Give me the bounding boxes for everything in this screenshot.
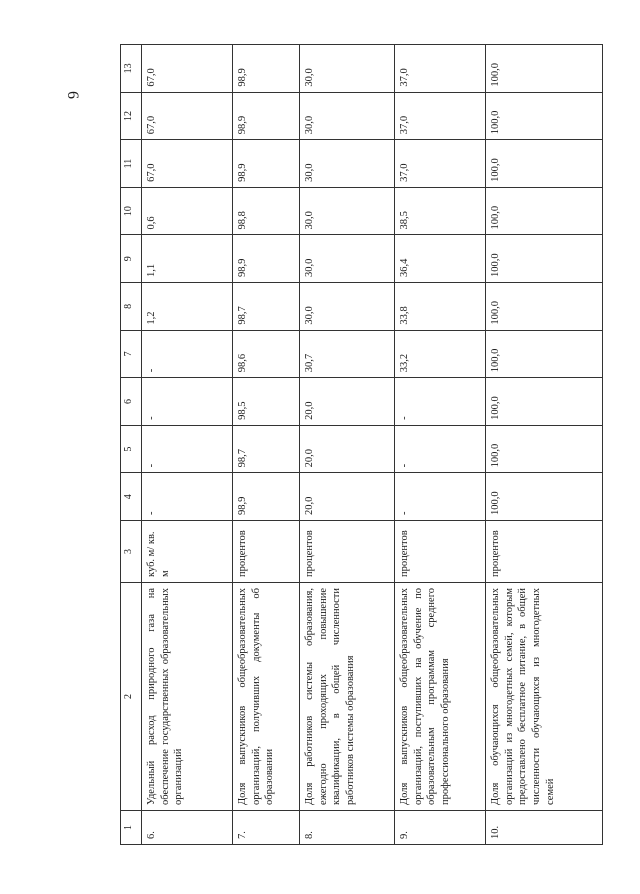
value-cell: 30,0 bbox=[300, 283, 395, 331]
unit-cell: процентов bbox=[395, 521, 486, 583]
value-cell: - bbox=[142, 473, 233, 521]
value-cell: 1,1 bbox=[142, 235, 233, 283]
value-cell: 37,0 bbox=[395, 140, 486, 188]
unit-cell: процентов bbox=[300, 521, 395, 583]
value-cell: 38,5 bbox=[395, 187, 486, 235]
indicators-table bbox=[120, 44, 603, 845]
value-cell: 30,0 bbox=[300, 45, 395, 93]
value-cell: 98,9 bbox=[233, 92, 300, 140]
header-cell: 10 bbox=[121, 187, 142, 235]
row-number-cell: 9. bbox=[395, 811, 486, 845]
value-cell: 30,0 bbox=[300, 187, 395, 235]
value-cell: 67,0 bbox=[142, 140, 233, 188]
header-cell: 4 bbox=[121, 473, 142, 521]
page-number: 6 bbox=[64, 91, 81, 99]
value-cell: 100,0 bbox=[486, 187, 603, 235]
table-row bbox=[300, 45, 395, 845]
value-cell: 37,0 bbox=[395, 92, 486, 140]
indicator-name-cell: Доля выпускников общеобразовательных организаций, поступивших на обучение по образовательным программам среднего профессионального образования bbox=[395, 583, 486, 811]
header-cell: 11 bbox=[121, 140, 142, 188]
table-row bbox=[233, 45, 300, 845]
value-cell: 100,0 bbox=[486, 140, 603, 188]
value-cell: 98,6 bbox=[233, 330, 300, 378]
value-cell: - bbox=[142, 425, 233, 473]
unit-cell: процентов bbox=[486, 521, 603, 583]
value-cell: 33,8 bbox=[395, 283, 486, 331]
value-cell: 37,0 bbox=[395, 45, 486, 93]
row-number-cell: 8. bbox=[300, 811, 395, 845]
value-cell: 20,0 bbox=[300, 378, 395, 426]
value-cell: 100,0 bbox=[486, 473, 603, 521]
value-cell: 67,0 bbox=[142, 92, 233, 140]
table-header-row bbox=[121, 45, 142, 845]
value-cell: - bbox=[142, 330, 233, 378]
header-cell: 8 bbox=[121, 283, 142, 331]
value-cell: 100,0 bbox=[486, 330, 603, 378]
rotated-page-content bbox=[120, 45, 640, 845]
table-row bbox=[395, 45, 486, 845]
table-row bbox=[486, 45, 603, 845]
unit-cell: процентов bbox=[233, 521, 300, 583]
value-cell: 33,2 bbox=[395, 330, 486, 378]
header-cell: 3 bbox=[121, 521, 142, 583]
value-cell: 67,0 bbox=[142, 45, 233, 93]
value-cell: 100,0 bbox=[486, 92, 603, 140]
value-cell: 98,9 bbox=[233, 235, 300, 283]
row-number-cell: 6. bbox=[142, 811, 233, 845]
header-cell: 7 bbox=[121, 330, 142, 378]
row-number-cell: 7. bbox=[233, 811, 300, 845]
value-cell: 98,9 bbox=[233, 45, 300, 93]
table-row bbox=[142, 45, 233, 845]
indicator-name-cell: Доля обучающихся общеобразовательных организаций из многодетных семей, которым предоставлено бесплатное питание, в общей численности обучающихся из многодетных семей bbox=[486, 583, 603, 811]
value-cell: 30,0 bbox=[300, 235, 395, 283]
value-cell: 30,7 bbox=[300, 330, 395, 378]
value-cell: - bbox=[142, 378, 233, 426]
header-cell: 13 bbox=[121, 45, 142, 93]
row-number-cell: 10. bbox=[486, 811, 603, 845]
value-cell: 30,0 bbox=[300, 140, 395, 188]
value-cell: 30,0 bbox=[300, 92, 395, 140]
header-cell: 1 bbox=[121, 811, 142, 845]
value-cell: 98,8 bbox=[233, 187, 300, 235]
header-cell: 6 bbox=[121, 378, 142, 426]
header-cell: 2 bbox=[121, 583, 142, 811]
value-cell: 98,5 bbox=[233, 378, 300, 426]
value-cell: 98,9 bbox=[233, 473, 300, 521]
value-cell: 98,7 bbox=[233, 283, 300, 331]
value-cell: - bbox=[395, 425, 486, 473]
header-cell: 5 bbox=[121, 425, 142, 473]
header-cell: 12 bbox=[121, 92, 142, 140]
value-cell: 100,0 bbox=[486, 425, 603, 473]
indicator-name-cell: Доля работников системы образования, ежегодно проходящих повышение квалификации, в общей численности работников системы образования bbox=[300, 583, 395, 811]
header-cell: 9 bbox=[121, 235, 142, 283]
indicator-name-cell: Удельный расход природного газа на обеспечение государственных образовательных организаций bbox=[142, 583, 233, 811]
unit-cell: куб. м/ кв. м bbox=[142, 521, 233, 583]
value-cell: 100,0 bbox=[486, 45, 603, 93]
value-cell: - bbox=[395, 378, 486, 426]
value-cell: 0,6 bbox=[142, 187, 233, 235]
value-cell: - bbox=[395, 473, 486, 521]
value-cell: 20,0 bbox=[300, 473, 395, 521]
value-cell: 100,0 bbox=[486, 235, 603, 283]
value-cell: 36,4 bbox=[395, 235, 486, 283]
value-cell: 100,0 bbox=[486, 378, 603, 426]
value-cell: 1,2 bbox=[142, 283, 233, 331]
value-cell: 98,7 bbox=[233, 425, 300, 473]
value-cell: 100,0 bbox=[486, 283, 603, 331]
value-cell: 20,0 bbox=[300, 425, 395, 473]
indicator-name-cell: Доля выпускников общеобразовательных организаций, получивших документы об образовании bbox=[233, 583, 300, 811]
value-cell: 98,9 bbox=[233, 140, 300, 188]
